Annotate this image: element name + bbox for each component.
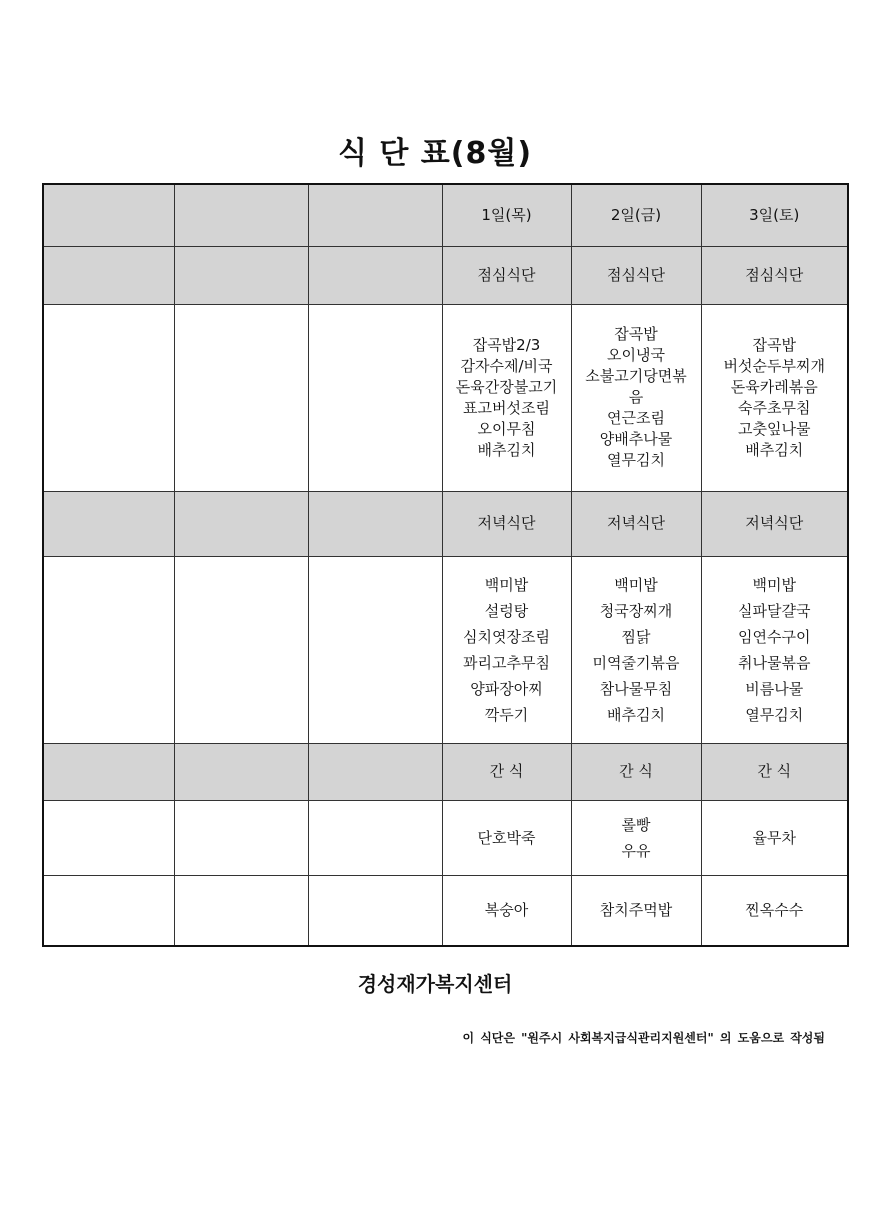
snack-cell: 복숭아 — [442, 875, 571, 946]
empty-cell — [308, 800, 442, 875]
dinner-header-cell: 저녁식단 — [442, 491, 571, 556]
menu-item: 청국장찌개 — [599, 601, 673, 620]
empty-cell — [174, 743, 308, 800]
lunch-menu-cell — [571, 304, 701, 491]
snack-row-1 — [43, 800, 848, 875]
dinner-header-cell: 저녁식단 — [571, 491, 701, 556]
empty-cell — [43, 800, 174, 875]
lunch-header-row — [43, 246, 848, 304]
empty-cell — [43, 304, 174, 491]
empty-cell — [43, 743, 174, 800]
menu-item: 롤빵 — [621, 815, 651, 834]
dinner-header-row — [43, 491, 848, 556]
empty-cell — [43, 491, 174, 556]
menu-item: 돈육카레볶음 — [730, 377, 818, 396]
empty-cell — [174, 246, 308, 304]
menu-item: 참나물무침 — [599, 679, 673, 698]
menu-item: 미역줄기볶음 — [592, 653, 680, 672]
empty-cell — [308, 184, 442, 246]
menu-item: 배추김치 — [477, 440, 536, 459]
menu-item: 취나물볶음 — [738, 653, 811, 672]
menu-item: 배추김치 — [745, 440, 804, 459]
empty-cell — [308, 556, 442, 743]
menu-item: 버섯순두부찌개 — [723, 356, 825, 375]
menu-item: 찜닭 — [621, 627, 651, 646]
empty-cell — [174, 184, 308, 246]
date-cell: 1일(목) — [442, 184, 571, 246]
menu-item: 열무김치 — [607, 451, 665, 469]
menu-item: 돈육간장불고기 — [455, 377, 558, 396]
menu-item: 임연수구이 — [738, 627, 811, 646]
snack-cell — [442, 800, 571, 875]
menu-item: 비름나물 — [745, 679, 804, 698]
empty-cell — [308, 491, 442, 556]
empty-cell — [308, 246, 442, 304]
menu-item: 백미밥 — [752, 575, 796, 594]
menu-item: 양배추나물 — [599, 430, 673, 448]
empty-cell — [174, 556, 308, 743]
menu-item: 단호박죽 — [477, 828, 536, 847]
menu-item: 꽈리고추무침 — [463, 653, 550, 672]
snack-cell: 찐옥수수 — [701, 875, 848, 946]
menu-item: 양파장아찌 — [470, 679, 543, 698]
dinner-menu-cell — [442, 556, 571, 743]
menu-item: 배추김치 — [607, 705, 665, 724]
lunch-header-cell: 점심식단 — [701, 246, 848, 304]
empty-cell — [308, 875, 442, 946]
menu-item: 고춧잎나물 — [738, 419, 811, 438]
menu-item: 잡곡밥 — [752, 335, 796, 354]
meal-plan-table — [42, 183, 849, 947]
date-cell: 3일(토) — [701, 184, 848, 246]
snack-cell — [701, 800, 848, 875]
dinner-menu-cell — [571, 556, 701, 743]
menu-item: 표고버섯조림 — [463, 398, 550, 417]
empty-cell — [174, 491, 308, 556]
dinner-menu-row — [43, 556, 848, 743]
date-cell: 2일(금) — [571, 184, 701, 246]
menu-item: 오이무침 — [477, 419, 536, 438]
dinner-menu-cell — [701, 556, 848, 743]
menu-item: 열무김치 — [745, 705, 804, 724]
menu-item: 깍두기 — [484, 705, 529, 724]
menu-item: 오이냉국 — [607, 346, 665, 364]
menu-item: 율무차 — [752, 828, 796, 847]
empty-cell — [43, 556, 174, 743]
snack-header-cell: 간 식 — [571, 743, 701, 800]
empty-cell — [308, 304, 442, 491]
snack-header-row — [43, 743, 848, 800]
lunch-header-cell: 점심식단 — [442, 246, 571, 304]
menu-item: 숙주초무침 — [738, 398, 811, 417]
empty-cell — [174, 800, 308, 875]
menu-item: 소불고기당면볶 — [585, 367, 687, 385]
empty-cell — [174, 304, 308, 491]
snack-cell: 참치주먹밥 — [571, 875, 701, 946]
menu-item: 설렁탕 — [484, 601, 529, 620]
lunch-menu-cell — [701, 304, 848, 491]
empty-cell — [43, 246, 174, 304]
snack-cell — [571, 800, 701, 875]
menu-item: 음 — [628, 388, 644, 406]
page-title: 식 단 표(8월) — [337, 136, 533, 171]
snack-header-cell: 간 식 — [442, 743, 571, 800]
lunch-menu-row — [43, 304, 848, 491]
lunch-header-cell: 점심식단 — [571, 246, 701, 304]
menu-item: 백미밥 — [484, 575, 529, 594]
empty-cell — [308, 743, 442, 800]
menu-item: 잡곡밥2/3 — [472, 335, 541, 354]
empty-cell — [43, 184, 174, 246]
snack-header-cell: 간 식 — [701, 743, 848, 800]
dinner-header-cell: 저녁식단 — [701, 491, 848, 556]
lunch-menu-cell — [442, 304, 571, 491]
menu-item: 감자수제/비국 — [460, 356, 553, 375]
menu-item: 우유 — [621, 841, 651, 860]
empty-cell — [43, 875, 174, 946]
date-header-row — [43, 184, 848, 246]
empty-cell — [174, 875, 308, 946]
menu-item: 연근조림 — [607, 409, 665, 427]
menu-item: 잡곡밥 — [614, 325, 658, 343]
organization-name: 경성재가복지센터 — [357, 972, 513, 996]
menu-item: 심치엿장조림 — [463, 627, 550, 646]
footer-note: 이 식단은 "원주시 사회복지급식관리지원센터" 의 도움으로 작성됨 — [462, 1031, 825, 1045]
menu-item: 백미밥 — [614, 575, 658, 594]
menu-item: 실파달걀국 — [738, 601, 811, 620]
snack-row-2 — [43, 875, 848, 946]
